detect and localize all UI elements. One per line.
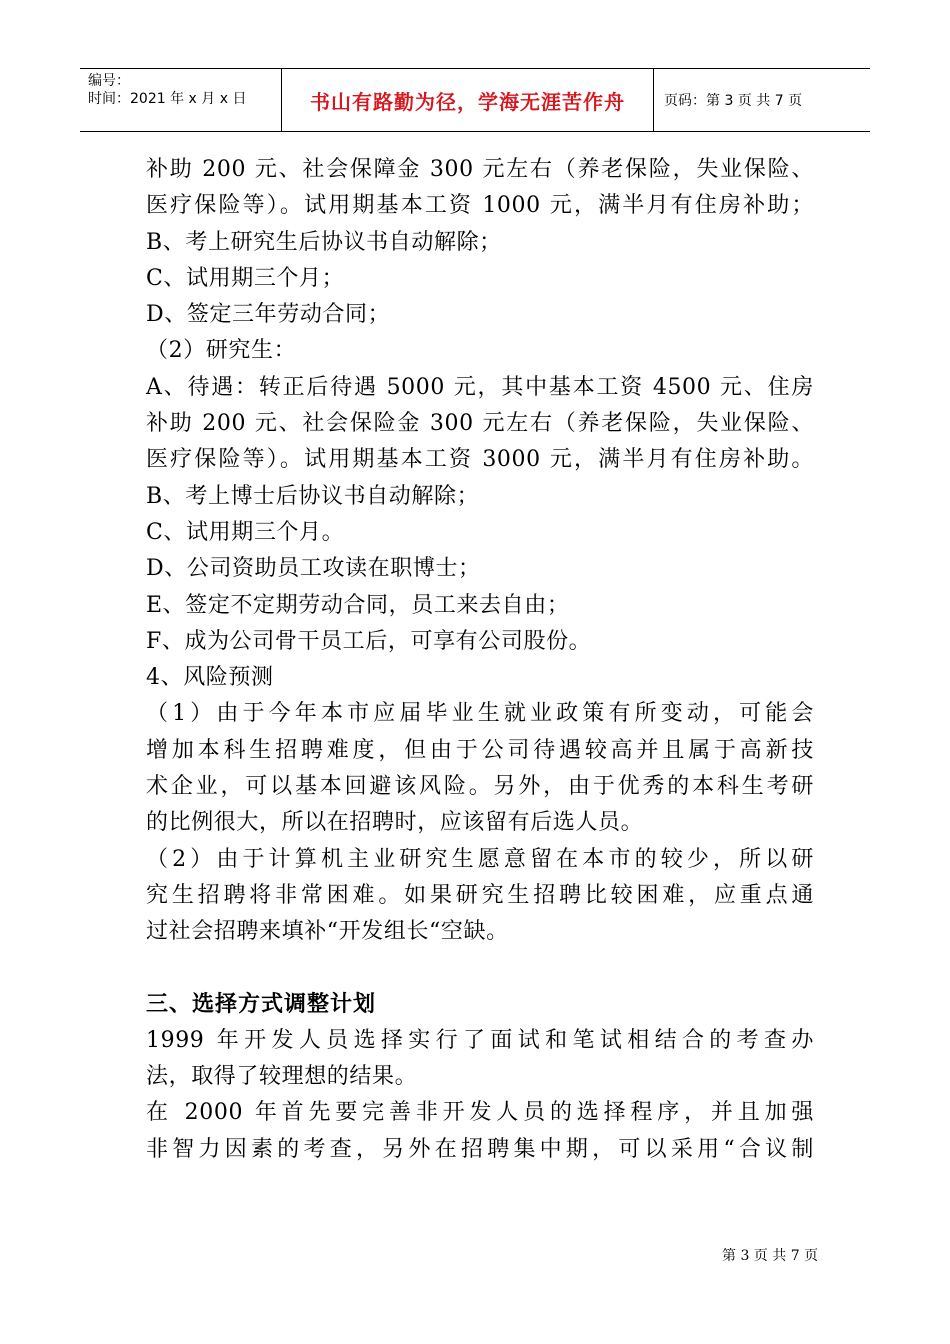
body-line: D、签定三年劳动合同；	[146, 302, 391, 328]
body-line: 医疗保险等）。试用期基本工资 1000 元，满半月有住房补助；	[146, 193, 814, 219]
section-heading: 三、选择方式调整计划	[146, 991, 377, 1017]
section-line: 在 2000 年首先要完善非开发人员的选择程序，并且加强	[146, 1100, 814, 1126]
body-line: A、待遇：转正后待遇 5000 元，其中基本工资 4500 元、住房	[146, 374, 814, 400]
body-line: 4、风险预测	[146, 665, 274, 691]
body-line: B、考上博士后协议书自动解除；	[146, 483, 480, 509]
body-line: B、考上研究生后协议书自动解除；	[146, 229, 502, 255]
body-line: （1）由于今年本市应届毕业生就业政策有所变动，可能会	[146, 701, 814, 727]
header-meta-cell	[80, 69, 282, 131]
section-line: 非智力因素的考查，另外在招聘集中期，可以采用“合议制	[146, 1136, 814, 1162]
section-spacer	[146, 951, 814, 987]
body-line: 术企业，可以基本回避该风险。另外，由于优秀的本科生考研	[146, 774, 814, 800]
page-footer: 第 3 页 共 7 页	[722, 1248, 819, 1264]
body-line: E、签定不定期劳动合同，员工来去自由；	[146, 592, 570, 618]
header-page-number: 页码：第 3 页 共 7 页	[664, 93, 803, 109]
body-line: 增加本科生招聘难度，但由于公司待遇较高并且属于高新技	[146, 737, 814, 763]
body-line: 补助 200 元、社会保障金 300 元左右（养老保险，失业保险、	[146, 157, 814, 182]
document-number-label: 编号：	[88, 73, 130, 89]
header-motto: 书山有路勤为径，学海无涯苦作舟	[282, 69, 654, 131]
body-line: C、试用期三个月；	[146, 265, 345, 291]
document-body	[146, 152, 814, 1168]
body-line: （2）由于计算机主业研究生愿意留在本市的较少，所以研	[146, 846, 814, 872]
body-line: 补助 200 元、社会保险金 300 元左右（养老保险，失业保险、	[146, 411, 814, 437]
body-line: 的比例很大，所以在招聘时，应该留有后选人员。	[146, 810, 644, 836]
body-line: 医疗保险等）。试用期基本工资 3000 元，满半月有住房补助。	[146, 447, 814, 473]
body-line: 究生招聘将非常困难。如果研究生招聘比较困难，应重点通	[146, 882, 814, 908]
document-date-label: 时间：2021 年 x 月 x 日	[88, 91, 247, 107]
body-line: D、公司资助员工攻读在职博士；	[146, 556, 481, 582]
section-line: 法，取得了较理想的结果。	[146, 1064, 418, 1090]
body-line: F、成为公司骨干员工后，可享有公司股份。	[146, 628, 592, 654]
body-line: （2）研究生：	[146, 338, 297, 364]
page-header	[80, 68, 870, 132]
body-line: C、试用期三个月。	[146, 519, 345, 545]
section-line: 1999 年开发人员选择实行了面试和笔试相结合的考查办	[146, 1027, 814, 1053]
body-line: 过社会招聘来填补“开发组长“空缺。	[146, 919, 509, 945]
